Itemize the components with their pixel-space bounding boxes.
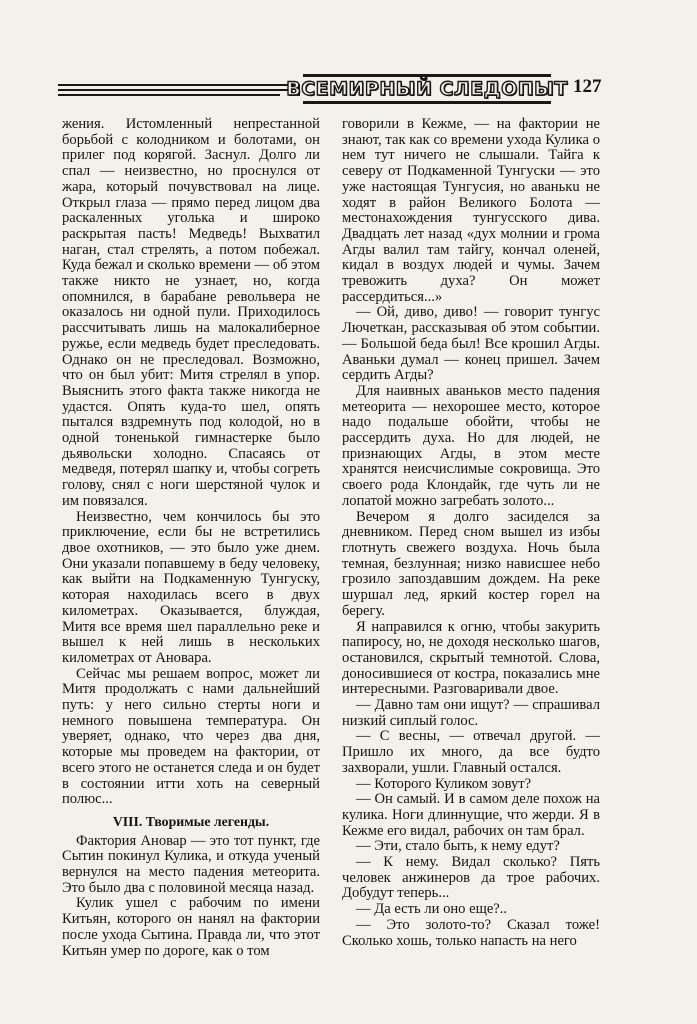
magazine-masthead bbox=[286, 74, 568, 104]
page-header bbox=[58, 70, 638, 112]
section-heading: VIII. Творимые легенды. bbox=[112, 813, 270, 829]
page-number: 127 bbox=[573, 76, 602, 97]
dialogue-line: — С весны, — отвечал другой. — Пришло их много, да все будто захворали, ушли. Главный остался. bbox=[342, 728, 600, 776]
dialogue-line: — Которого Куликом зовут? bbox=[356, 775, 532, 792]
left-column bbox=[62, 117, 320, 959]
decorative-rule bbox=[58, 84, 300, 97]
dialogue-line: — Он самый. И в самом деле похож на кулика. Ноги длиннущие, что жерди. Я в Кежме его видал, рабочих он там брал. bbox=[342, 791, 600, 839]
paragraph: говорили в Кежме, — на фактории не знают, так как со времени ухода Кулика о нем тут ничего не слышали. Тайга к северу от Подкаменной Тунгуски — это уже настоящая Тунгусия, но аванькu не ходят в район Великого Болота — местонахождения тунгусского дива. Двадцать лет назад «дух молнии и грома Агды валил там тайгу, кончал оленей, кидал в воздух людей и чумы. Зачем тревожить духа? Он может рассердиться...» bbox=[342, 116, 600, 305]
paragraph: Фактория Ановар — это тот пункт, где Сытин покинул Кулика, и откуда ученый вернулся на место падения метеорита. Это было два с половиной месяца назад. bbox=[62, 832, 320, 896]
right-column bbox=[342, 117, 600, 949]
dialogue-line: — Эти, стало быть, к нему едут? bbox=[356, 838, 560, 855]
magazine-title: ВСЕМИРНЫЙ СЛЕДОПЫТ bbox=[286, 78, 568, 100]
paragraph: Кулик ушел с рабочим по имени Китьян, которого он нанял на фактории после ухода Сытина. Правда ли, что этот Китьян умер по дороге, как о том bbox=[62, 895, 320, 959]
paragraph: — Ой, диво, диво! — говорит тунгус Лючеткан, рассказывая об этом событии. — Большой беда был! Все крошил Агды. Аваньки думал — конец пришел. Зачем сердить Агды? bbox=[342, 304, 600, 384]
dialogue-line: — Да есть ли оно еще?.. bbox=[356, 901, 508, 918]
paragraph: Для наивных аванькoв место падения метеорита — нехорошее место, которое надо подальше обойти, чтобы не рассердить духа. Но для людей, не признающих Агды, в этом месте хранятся неисчислимые сокровища. Это своего рода Клондайк, где чуть ли не лопатой можно загребать золото... bbox=[342, 382, 600, 509]
paragraph: жения. Истомленный непрестанной борьбой с колодником и болотами, он прилег под корягой. Заснул. Долго ли спал — неизвестно, но проснулся от жара, который почувствовал на лице. Открыл глаза — прямо перед лицом два раскаленных уголька и широко раскрытая пасть! Медведь! Выхватил наган, стал стрелять, а потом побежал. Куда бежал и сколько времени — об этом также никто не узнает, но, когда опомнился, в барабане револьвера не оказалось ни одной пули. Приходилось рассчитывать лишь на малокалиберное ружье, если медведь будет преследовать. Однако он не преследовал. Возможно, что он был убит: Митя стрелял в упор. Выяснить этого факта также никогда не удастся. Опять куда-то шел, опять пытался вздремнуть под колодой, но в одной тоненькой гимнастерке было дьявольски холодно. Спасаясь от медведя, потерял шапку и, чтобы согреть голову, снял с ноги шерстяной чулок и им повязался. bbox=[62, 116, 320, 509]
dialogue-line: — Давно там они ищут? — спрашивал низкий сиплый голос. bbox=[342, 697, 600, 729]
paragraph: Неизвестно, чем кончилось бы это приключение, если бы не встретились двое охотников, — это было уже днем. Они указали попавшему в беду человеку, как выйти на Подкаменную Тунгуску, которая находилась всего в двух километрах. Оказывается, блуждая, Митя все время шел параллельно реке и вышел к ней лишь в нескольких километрах от Ановара. bbox=[62, 508, 320, 666]
dialogue-line: — К нему. Видал сколько? Пять человек анжинеров да трое рабочих. Добудут теперь... bbox=[342, 854, 600, 902]
paragraph: Сейчас мы решаем вопрос, может ли Митя продолжать с нами дальнейший путь: у него сильно стерты ноги и немного повышена температура. Он уверяет, однако, что через два дня, которые мы проведем на фактории, от всего этого не останется следа и он будет в состоянии итти хоть на северный полюс... bbox=[62, 665, 320, 808]
paragraph: Я направился к огню, чтобы закурить папиросу, но, не доходя несколько шагов, остановился, скрытый темнотой. Слова, доносившиеся от костра, показались мне интересными. Разговаривали двое. bbox=[342, 618, 600, 698]
paragraph: Вечером я долго засиделся за дневником. Перед сном вышел из избы глотнуть свежего воздуха. Ночь была темная, безлунная; низко нависшее небо грозило запоздавшим дождем. На реке шуршал лед, яркий костер горел на берегу. bbox=[342, 508, 600, 619]
dialogue-line: — Это золото-то? Сказал тоже! Сколько хошь, только напасть на него bbox=[342, 916, 600, 949]
